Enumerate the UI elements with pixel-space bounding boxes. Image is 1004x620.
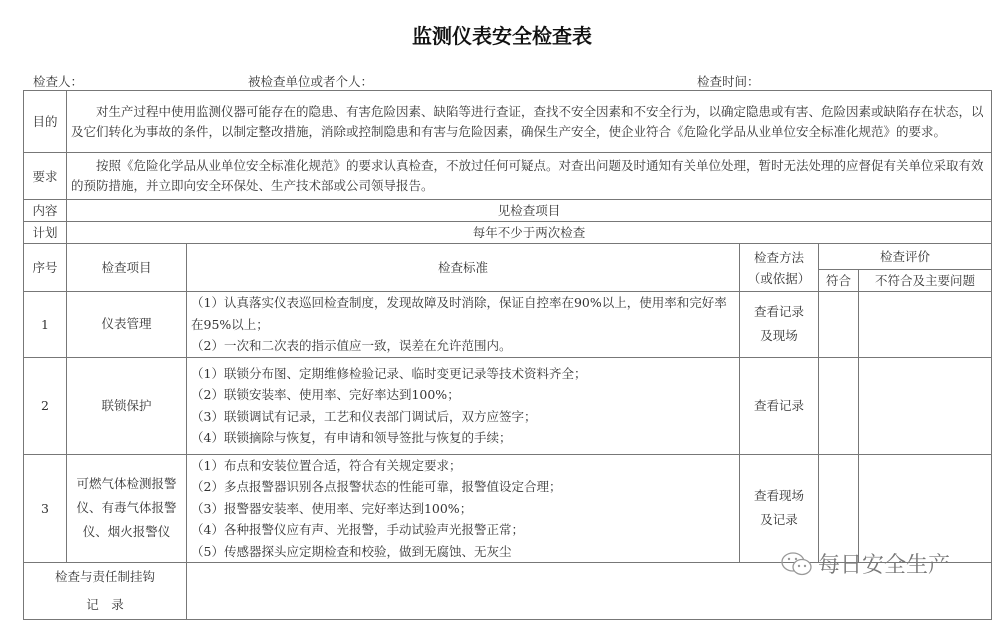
row-no: 1	[24, 292, 67, 358]
wechat-icon	[780, 549, 814, 579]
row-fail-cell[interactable]	[859, 357, 992, 454]
method-line: 查看记录	[753, 397, 804, 413]
header-standard: 检查标准	[187, 244, 740, 292]
row-standard	[187, 454, 740, 563]
row-fail-cell[interactable]	[859, 292, 992, 358]
content-text: 见检查项目	[67, 200, 992, 222]
standard-line: （5）传感器探头应定期检查和校验，做到无腐蚀、无灰尘	[191, 543, 512, 559]
purpose-label: 目的	[24, 91, 67, 153]
row-method	[740, 292, 819, 358]
standard-line: （2）联锁安装率、使用率、完好率达到100%；	[191, 387, 460, 402]
method-line: 及记录	[760, 512, 798, 528]
standard-line: （2）一次和二次表的指示值应一致，误差在允许范围内。	[191, 338, 512, 353]
row-method	[740, 357, 819, 454]
row-pass-cell[interactable]	[819, 357, 859, 454]
header-no: 序号	[24, 244, 67, 292]
table-row	[24, 292, 992, 358]
method-line: 查看记录	[753, 304, 804, 320]
row-item: 联锁保护	[67, 357, 187, 454]
row-method	[740, 454, 819, 563]
standard-line: （1）布点和安装位置合适，符合有关规定要求；	[191, 457, 462, 473]
watermark-text: 每日安全生产	[818, 553, 951, 578]
method-line: 查看现场	[753, 488, 804, 504]
header-method-line1: 检查方法	[753, 249, 804, 265]
page-title: 监测仪表安全检查表	[412, 24, 592, 48]
footer-label-line1: 检查与责任制挂钩	[54, 569, 155, 584]
row-pass-cell[interactable]	[819, 292, 859, 358]
inspection-time-label: 检查时间：	[697, 74, 760, 89]
row-no: 3	[24, 454, 67, 563]
row-standard	[187, 357, 740, 454]
standard-line: （4）各种报警仪应有声、光报警，手动试验声光报警正常；	[191, 522, 524, 537]
plan-label: 计划	[24, 222, 67, 244]
standard-line: （1）认真落实仪表巡回检查制度，发现故障及时消除，保证自控率在90%以上，使用率和完好率在95%以上；	[191, 295, 727, 332]
watermark	[780, 548, 950, 579]
standard-line: （3）联锁调试有记录，工艺和仪表部门调试后，双方应签字；	[191, 408, 537, 424]
header-fail: 不符合及主要问题	[859, 270, 992, 292]
plan-text: 每年不少于两次检查	[67, 222, 992, 244]
footer-label-line2: 记 录	[86, 597, 124, 612]
footer-label	[24, 563, 187, 620]
requirement-text: 按照《危险化学品从业单位安全标准化规范》的要求认真检查，不放过任何可疑点。对查出问题及时通知有关单位处理，暂时无法处理的应督促有关单位采取有效的预防措施，并立即向安全环保处、生产技术部或公司领导报告。	[67, 153, 992, 200]
row-item: 可燃气体检测报警仪、有毒气体报警仪、烟火报警仪	[67, 454, 187, 563]
standard-line: （2）多点报警器识别各点报警状态的性能可靠，报警值设定合理；	[191, 479, 562, 494]
content-label: 内容	[24, 200, 67, 222]
standard-line: （4）联锁摘除与恢复，有申请和领导签批与恢复的手续；	[191, 430, 512, 445]
inspected-unit-label: 被检查单位或者个人：	[248, 74, 374, 89]
row-no: 2	[24, 357, 67, 454]
header-pass: 符合	[819, 270, 859, 292]
standard-line: （3）报警器安装率、使用率、完好率达到100%；	[191, 500, 473, 516]
header-eval: 检查评价	[819, 244, 992, 270]
row-item: 仪表管理	[67, 292, 187, 358]
header-method	[740, 244, 819, 292]
standard-line: （1）联锁分布图、定期维修检验记录、临时变更记录等技术资料齐全；	[191, 365, 587, 381]
method-line: 及现场	[760, 328, 798, 344]
row-standard	[187, 292, 740, 358]
row-fail-cell[interactable]	[859, 454, 992, 563]
inspection-table	[23, 90, 992, 620]
row-pass-cell[interactable]	[819, 454, 859, 563]
inspector-label: 检查人：	[33, 74, 84, 89]
table-row	[24, 357, 992, 454]
table-row	[24, 454, 992, 563]
header-method-line2: （或依据）	[747, 270, 811, 286]
purpose-text: 对生产过程中使用监测仪器可能存在的隐患、有害危险因素、缺陷等进行查证，查找不安全因素和不安全行为，以确定隐患或有害、危险因素或缺陷存在状态，以及它们转化为事故的条件，以制定整改措施，消除或控制隐患和有害与危险因素，确保生产安全，使企业符合《危险化学品从业单位安全标准化规范》的要求。	[67, 91, 992, 153]
requirement-label: 要求	[24, 153, 67, 200]
header-item: 检查项目	[67, 244, 187, 292]
